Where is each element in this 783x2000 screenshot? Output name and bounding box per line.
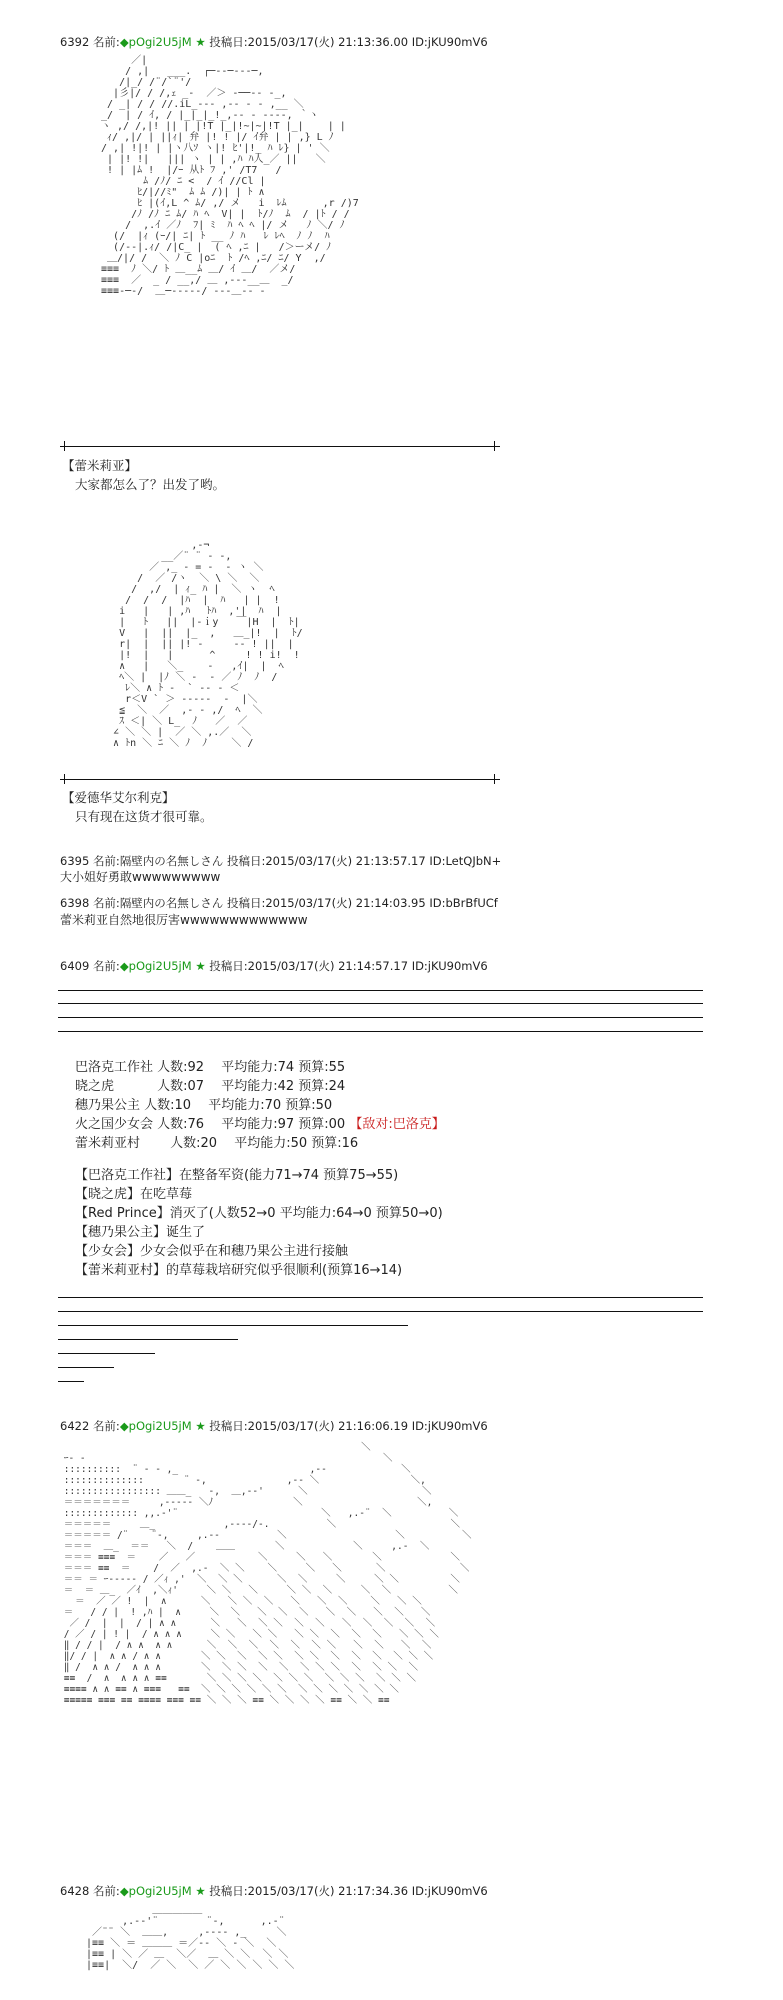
stat-row: 晓之虎 人数:07 平均能力:42 预算:24 xyxy=(75,1079,346,1094)
event-line: 【穗乃果公主】诞生了 xyxy=(75,1225,206,1240)
divider xyxy=(58,1325,408,1326)
event-line: 【蕾米莉亚村】的草莓栽培研究似乎很顺利(预算16→14) xyxy=(75,1263,403,1278)
event-line: 【Red Prince】消灭了(人数52→0 平均能力:64→0 预算50→0) xyxy=(75,1206,443,1221)
divider xyxy=(58,1003,703,1004)
post-header: 6422 名前:◆pOgi2U5jM ★ 投稿日:2015/03/17(火) 21:16:06.19 ID:jKU90mV6 xyxy=(60,1419,488,1433)
event-line: 【少女会】少女会似乎在和穗乃果公主进行接触 xyxy=(75,1244,349,1259)
ascii-art-partial: ＿＿＿＿＿ ,.-‐'¨ ¨‐, ,.-¨ ／¨¨ ＼ ＿＿, ,-‐‐‐ ,_ ＼ |≡≡ ＼ ＝ ＿＿＿ ＝／‐‐ ＼ ‐ ＼ ＼ |≡≡ | ＼ ／ ＿ ＼／ ＿ ＼ ＼ ＼ ＼ |≡≡| ＼/ ／ ＼ ＼ ／ ＼ ＼ ＼ ＼ ＼ xyxy=(86,1905,295,1971)
post-header: 6398 名前:隔壁内の名無しさん 投稿日:2015/03/17(火) 21:14:03.95 ID:bBrBfUCf xyxy=(60,896,498,910)
tripcode: ◆pOgi2U5jM xyxy=(119,35,192,49)
post-header: 6392 名前:◆pOgi2U5jM ★ 投稿日:2015/03/17(火) 21:13:36.00 ID:jKU90mV6 xyxy=(60,35,488,49)
ascii-art-landscape: ＼ ｰ‐ - ＼ :::::::::: ¨ ‐ - ,_ ,-‐ ＼ :::::::::::::: ¨ ‐, ,-‐ ＼ ＼, ::::::::::::::::: ＿＿_ ‐, ＿,-‐' ＼ ＼ ＝＝＝＝＝＝＝ ,-‐‐‐‐ ＼ﾉ ＼ ＼, ::::::::::::: ,,.‐'¨ ＼ ,.-¨ ＼ ＼ ＝＝＝＝＝ ＿_ ,-‐‐‐/‐. ＼ ＼ ＝＝＝＝＝ /¨ ¨‐, ,.-‐ ＼ ＼ ＼ ＝＝＝ ＿_ ＝＝ ＼ / ＿＿ ＼ ＼ ,.‐ ＼ ＝＝＝ ≡≡≡ ＝ ／ ／ ＼ ＼ ＼ ＼ ＼ ＝＝＝ ≡≡ ＝ / ／ ,.‐ ＼ ＼ ＼ ＼ ＼ ＼ ＼ ＝＝ ＝ ｰ‐‐‐‐‐ / ／ｨ ,' ＼ ＼ ＼ ＼ ＼ ＼ ＼ ＼ ＼ ＝ ＝ ＿_ ／ｲ ,＼ｨ' ＼ ＼ ＼ ＼ ＼ ＼ ＼ ＼ ＼ ＝ ／ ／ ! | ∧ ＼ ＼ ＼ ＼ ＼ ＼ ＼ ＼ ＼ ＼ ＝ / / | ! ,ﾊ | ∧ ＼ ＼ ＼ ＼ ＼ ＼ ＼ ＼ ＼ ＼ ／ / | | / | ∧ ∧ ＼ ＼ ＼ ＼ ＼ ＼ ＼ ＼ ＼ ＼ ＼ / ／ / | ! | / ∧ ∧ ∧ ＼ ＼ ＼ ＼ ＼ ＼ ＼ ＼ ＼ ＼ ＼ ＼ ‖ / / | / ∧ ∧ ∧ ∧ ＼ ＼ ＼ ＼ ＼ ＼ ＼ ＼ ＼ ＼ ＼ ‖/ / | ∧ ∧ / ∧ ∧ ＼ ＼ ＼ ＼ ＼ ＼ ＼ ＼ ＼ ＼ ＼ ＼ ＼ ‖ / ∧ ∧ / ∧ ∧ ∧ ＼ ＼ ＼ ＼ ＼ ＼ ＼ ＼ ＼ ＼ ＼ ＼ ≡≡ / ∧ ∧ ∧ ∧ ≡≡ ＼ ＼ ＼ ＼ ＼ ＼ ＼ ＼ ＼ ＼ ＼ ＼ ＼ ≡≡≡≡ ∧ ∧ ≡≡ ∧ ≡≡≡ ≡≡ ＼ ＼ ＼ ＼ ＼ ＼ ＼ ＼ ＼ ＼ ＼ ＼ ＼ ≡≡≡≡≡ ≡≡≡ ≡≡ ≡≡≡≡ ≡≡≡ ≡≡ ＼ ＼ ＼ ≡≡ ＼ ＼ ＼ ＼ ≡≡ ＼ ＼ ≡≡ xyxy=(63,1442,472,1706)
enemy-label: 【敌对:巴洛克】 xyxy=(349,1117,445,1132)
speaker-label: 【蕾米莉亚】 xyxy=(62,458,138,473)
divider xyxy=(58,990,703,991)
speaker-label: 【爱德华艾尔利克】 xyxy=(62,790,175,805)
star-icon: ★ xyxy=(195,1419,206,1433)
tripcode: ◆pOgi2U5jM xyxy=(119,1884,192,1898)
ascii-art-edward: ,‐¬ __／¨ ¨ ‐ ‐, ／ ,_ ‐ = - ‐ ヽ ＼ / ／ /ヽ ＼ \ ＼ ＼ / ,/ | ｨ_ ﾊ | ＼ ヽ ﾍ / / / |ﾊ | ﾊ | | ! i | | ,ﾊ ﾄﾊ ,'| ﾊ | | ﾄ || |‐ｉy ￣|H | ﾄ| V | || |_ , ＿_|! | ﾄ/ r| | || |! ‐ ‐‐ ! || | |! | | ^ ! ! i! ! ∧ | ＼_ ‐ ,ｲ| | ﾍ ﾍ＼ | |ﾉ ＼ ‐ ‐ ／ ﾉ ﾉ / ﾚ＼ ∧ ﾄ ‐ ` ‐‐ ‐ ＜ r＜V ` ＞ ‐‐‐‐‐ ‐ |＼ ≦ ＼ ／ ,‐ ‐ ,/ ﾍ ＼ ｽ ＜| ＼ L_ ﾉ ／ ／ ∠ ＼ ＼ | ／ ＼ ,.／ ＼ ∧ ﾄn ＼ ﾆ ＼ ﾉ ﾉ ＼ / xyxy=(113,540,303,749)
divider xyxy=(58,1381,84,1382)
post-header: 6395 名前:隔壁内の名無しさん 投稿日:2015/03/17(火) 21:13:57.17 ID:LetQJbN+ xyxy=(60,854,502,868)
divider xyxy=(58,1017,703,1018)
stat-row: 穗乃果公主 人数:10 平均能力:70 预算:50 xyxy=(75,1098,333,1113)
event-line: 【晓之虎】在吃草莓 xyxy=(75,1187,193,1202)
divider xyxy=(58,1367,114,1368)
divider xyxy=(58,1031,703,1032)
stat-row: 巴洛克工作社 人数:92 平均能力:74 预算:55 xyxy=(75,1060,346,1075)
stat-row: 蕾米莉亚村 人数:20 平均能力:50 预算:16 xyxy=(75,1136,359,1151)
post-header: 6428 名前:◆pOgi2U5jM ★ 投稿日:2015/03/17(火) 21:17:34.36 ID:jKU90mV6 xyxy=(60,1884,488,1898)
dialogue-line: 大家都怎么了？出发了哟。 xyxy=(75,477,226,492)
star-icon: ★ xyxy=(195,35,206,49)
tripcode: ◆pOgi2U5jM xyxy=(119,1419,192,1433)
divider xyxy=(58,1297,703,1298)
divider xyxy=(58,1339,238,1340)
axis-tick xyxy=(64,774,65,784)
post-header: 6409 名前:◆pOgi2U5jM ★ 投稿日:2015/03/17(火) 21:14:57.17 ID:jKU90mV6 xyxy=(60,959,488,973)
axis-tick xyxy=(494,774,495,784)
star-icon: ★ xyxy=(195,1884,206,1898)
axis-line xyxy=(60,779,500,780)
post-body: 蕾米莉亚自然地很厉害wwwwwwwwwwwww xyxy=(60,913,308,927)
axis-line xyxy=(60,446,500,447)
divider xyxy=(58,1311,703,1312)
post-body: 大小姐好勇敢wwwwwwwww xyxy=(60,870,221,884)
event-line: 【巴洛克工作社】在整备军资(能力71→74 预算75→55) xyxy=(75,1168,399,1183)
axis-tick xyxy=(64,441,65,451)
axis-tick xyxy=(494,441,495,451)
ascii-art-remilia: ／| / ,| ___. ┌─‐-─--‐─, /|_/ /¨/`¨'/ |彡|/ / /,ｪ _‐ ／＞ ‐──-- ‐_, / _| / / //.iL_--‐ ,-‐ ‐ ‐ ,__ ＼ _/ | / ｲ, / |_|_|_!_,-‐ ‐ ‐---, ｀ヽ ヽ ,/ /,|! || | |!T |_|!~|~|!T |_| | | ｨ/ ,|/ | ||ｨ| 弁 |! ! |/ ｲ弁 | | ,} L ﾉ / ,| !|! | |ヽ八ｿ ヽ|! ﾋ'|!_ ﾊ ﾚ} | ' ＼ | |! !| ||| ヽ | | ,ﾊ ﾊ人_／ || ＼ ! | |ﾑ ! |/ｰ 从ﾄ ﾌ ,' /T7 / ﾑ /ﾉ/ ﾆ < / ｲ //Cl | ﾋ/|//ﾐ" ﾑ ﾑ /)| | ﾄ ∧ ﾋ |(ｲ,L ^ ﾑ/ ,/ メ i ﾚﾑ ,r /)7 /ﾉ /ﾉ ﾆ ﾑ/ ﾊ ﾍ V| | ﾄ/ﾉ ﾑ / |ﾄ / / / ,.ｲ ／ﾉ ﾌ| ﾐ ﾊ ﾍ ﾍ |/ メ ﾉ ＼/ ﾉ (/ |ｨ (ｰ/| ﾆ| ﾄ __ ﾉ ﾊ ﾚ ﾚﾍ ﾉ ﾉ ﾊ (/-‐|.ｨ/ /|C_ | ( ﾍ ,ﾆ | /＞ーメ/ ﾉ ＿/|/ / ＼ ﾉ C |oﾆ ﾄ /ﾍ ,ﾆ/ ﾆ/ Y ,/ ≡≡≡ ﾉ ＼/ ﾄ ＿__ﾑ ＿/ ｲ ＿/ ／メ/ ≡≡≡ ／ _ / __,/ ＿ ,-‐‐__＿ _/ ≡≡≡‐─‐/ ＿─‐‐‐‐‐/ ‐‐‐＿‐‐ ‐ xyxy=(101,55,359,297)
tripcode: ◆pOgi2U5jM xyxy=(119,959,192,973)
star-icon: ★ xyxy=(195,959,206,973)
stat-row: 火之国少女会 人数:76 平均能力:97 预算:00 【敌对:巴洛克】 xyxy=(75,1117,445,1132)
divider xyxy=(58,1353,155,1354)
dialogue-line: 只有现在这货才很可靠。 xyxy=(75,809,213,824)
